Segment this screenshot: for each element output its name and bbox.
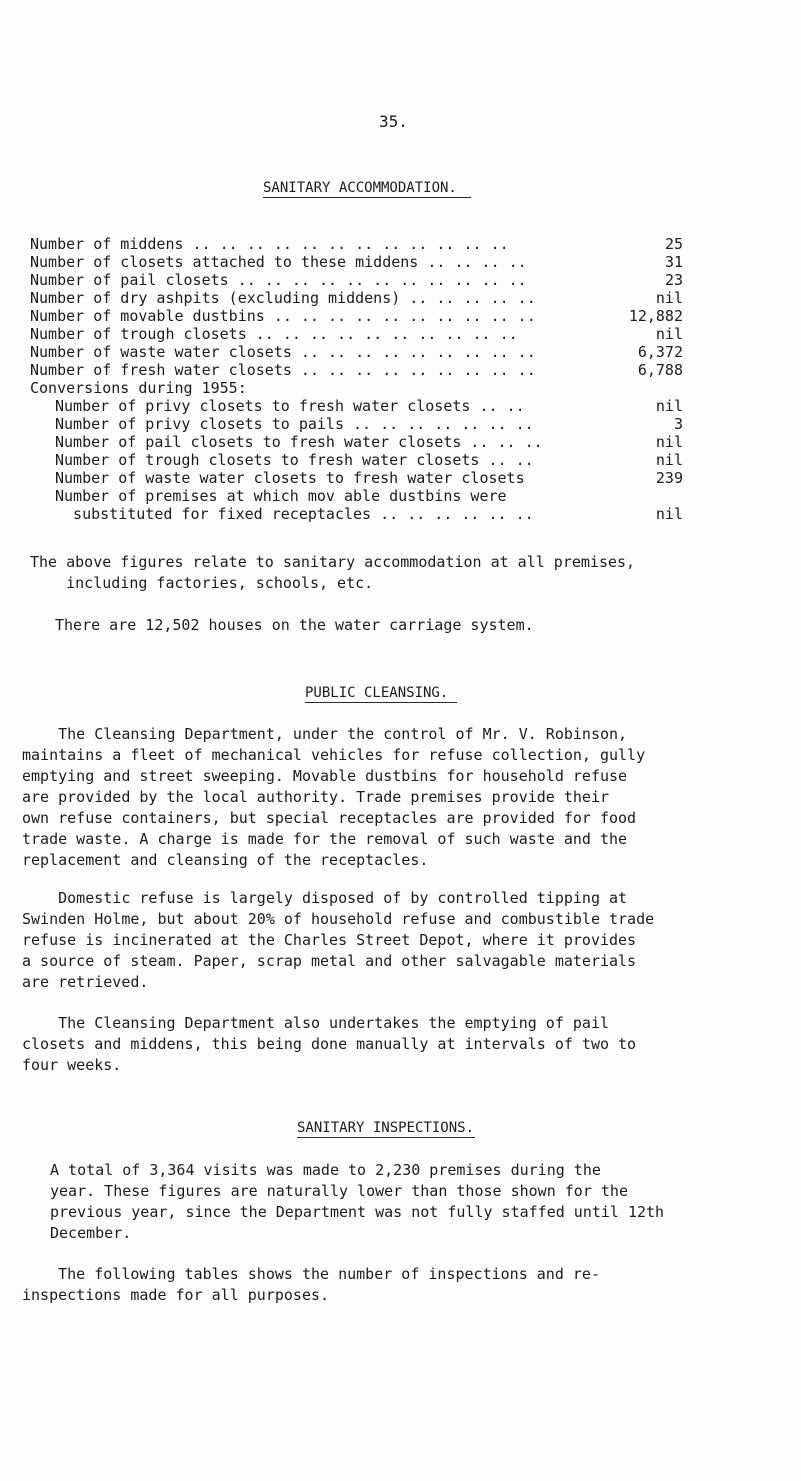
conversion-row-value: 3	[673, 415, 683, 433]
accommodation-row-label: Number of closets attached to these middens .. .. .. ..	[30, 253, 527, 271]
sanitary-accommodation-heading: SANITARY ACCOMMODATION.	[263, 180, 457, 196]
conversion-row-label: Number of pail closets to fresh water closets .. .. ..	[55, 433, 543, 451]
accommodation-row-value: 6,372	[637, 343, 683, 361]
inspections-paragraph: The following tables shows the number of inspections and re- inspections made for all purposes.	[22, 1265, 600, 1304]
accommodation-row-label: Number of movable dustbins .. .. .. .. .. .. .. .. .. ..	[30, 307, 536, 325]
accommodation-row-value: 31	[664, 253, 683, 271]
conversion-row-label: Number of privy closets to fresh water closets .. ..	[55, 397, 525, 415]
conversion-row-label: Number of premises at which mov able dustbins were	[55, 487, 507, 505]
heading-underline	[263, 197, 471, 198]
houses-paragraph: There are 12,502 houses on the water carriage system.	[55, 616, 534, 634]
accommodation-row-value: 23	[664, 271, 683, 289]
accommodation-row-label: Number of pail closets .. .. .. .. .. .. .. .. .. .. ..	[30, 271, 527, 289]
conversion-row-label: Number of privy closets to pails .. .. .. .. .. .. ..	[55, 415, 534, 433]
accommodation-row-value: nil	[655, 289, 683, 307]
public-cleansing-heading: PUBLIC CLEANSING.	[305, 685, 449, 701]
accommodation-row-value: 6,788	[637, 361, 683, 379]
accommodation-row-label: Number of dry ashpits (excluding middens) .. .. .. .. ..	[30, 289, 536, 307]
accommodation-row-label: Number of trough closets .. .. .. .. .. .. .. .. .. ..	[30, 325, 518, 343]
accommodation-row-value: 25	[664, 235, 683, 253]
heading-underline	[297, 1137, 475, 1138]
conversion-row-label: substituted for fixed receptacles .. .. .. .. .. ..	[55, 505, 534, 523]
conversion-row-value: nil	[655, 397, 683, 415]
conversion-row-label: Number of trough closets to fresh water closets .. ..	[55, 451, 534, 469]
accommodation-row-value: nil	[655, 325, 683, 343]
sanitary-inspections-heading: SANITARY INSPECTIONS.	[297, 1120, 475, 1136]
inspections-paragraph: A total of 3,364 visits was made to 2,230 premises during the year. These figures are naturally lower than those shown for the previous year, since the Department was not fully staffed until 12th December.	[50, 1161, 665, 1242]
page-number: 35.	[379, 112, 408, 131]
conversion-row-label: Number of waste water closets to fresh water closets	[55, 469, 525, 487]
accommodation-row-label: Number of waste water closets .. .. .. .. .. .. .. .. ..	[30, 343, 536, 361]
conversion-row-value: nil	[655, 451, 683, 469]
heading-underline	[305, 702, 457, 703]
accommodation-row-label: Number of fresh water closets .. .. .. .. .. .. .. .. ..	[30, 361, 536, 379]
cleansing-paragraph: The Cleansing Department also undertakes the emptying of pail closets and middens, this being done manually at intervals of two to four weeks.	[22, 1014, 637, 1074]
accommodation-row-label: Number of middens .. .. .. .. .. .. .. .. .. .. .. ..	[30, 235, 509, 253]
accommodation-row-value: 12,882	[628, 307, 683, 325]
cleansing-paragraph: The Cleansing Department, under the control of Mr. V. Robinson, maintains a fleet of mechanical vehicles for refuse collection, gully emptying and street sweeping. Movable dustbins for household refuse are provided by the local authority. Trade premises provide their own refuse containers, but special receptacles are provided for food trade waste. A charge is made for the removal of such waste and the replacement and cleansing of the receptacles.	[22, 725, 646, 869]
figures-paragraph: The above figures relate to sanitary accommodation at all premises, including factories, schools, etc.	[30, 553, 636, 592]
conversion-row-value: nil	[655, 433, 683, 451]
conversions-heading: Conversions during 1955:	[30, 379, 247, 397]
cleansing-paragraph: Domestic refuse is largely disposed of by controlled tipping at Swinden Holme, but about 20% of household refuse and combustible trade refuse is incinerated at the Charles Street Depot, where it provides a source of steam. Paper, scrap metal and other salvagable materials are retrieved.	[22, 889, 655, 991]
conversion-row-value: 239	[655, 469, 683, 487]
conversion-row-value: nil	[655, 505, 683, 523]
